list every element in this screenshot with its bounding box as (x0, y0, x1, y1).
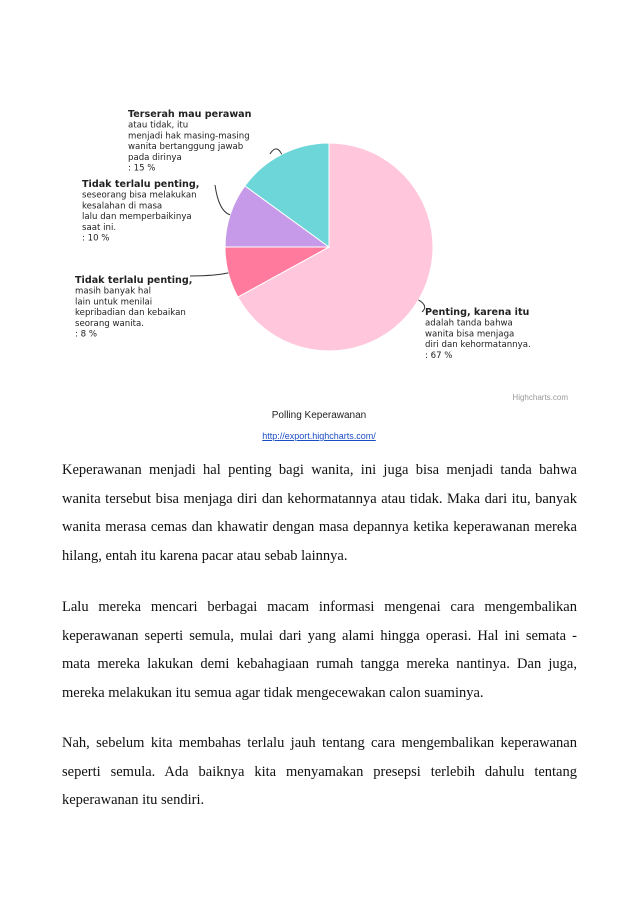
paragraph-3: Nah, sebelum kita membahas terlalu jauh tentang cara mengembalikan keperawanan seperti semula. Ada baiknya kita menyamakan presepsi terlebih dahulu tentang keperawanan itu sendiri. (62, 735, 577, 809)
source-link[interactable]: http://export.highcharts.com/ (262, 431, 376, 441)
paragraph-1: Keperawanan menjadi hal penting bagi wanita, ini juga bisa menjadi tanda bahwa wanita tersebut bisa menjaga diri dan kehormatannya atau tidak. Maka dari itu, banyak wanita merasa cemas dan khawatir dengan masa depannya ketika keperawanan mereka hilang, entah itu karena pacar atau sebab lainnya. (62, 462, 577, 564)
slice-label-1: Penting, karena itu adalah tanda bahwa wanita bisa menjaga diri dan kehormatannya. : 67 % (425, 307, 531, 361)
pie-chart (60, 100, 580, 410)
connector-2 (190, 273, 228, 276)
slice-label-2: Tidak terlalu penting, masih banyak hal lain untuk menilai kepribadian dan kebaikan seorang wanita. : 8 % (75, 275, 193, 340)
chart-caption: Polling Keperawanan (271, 410, 367, 421)
connector-1 (419, 300, 425, 312)
slice-label-4: Terserah mau perawan atau tidak, itu menjadi hak masing-masing wanita bertanggung jawab pada dirinya : 15 % (128, 109, 252, 174)
slice-label-3: Tidak terlalu penting, seseorang bisa melakukan kesalahan di masa lalu dan memperbaikinya saat ini. : 10 % (82, 179, 200, 244)
pie-slices (225, 143, 433, 351)
chart-credit: Highcharts.com (512, 393, 568, 402)
connector-3 (215, 185, 230, 215)
paragraph-2: Lalu mereka mencari berbagai macam informasi mengenai cara mengembalikan keperawanan seperti semula, mulai dari yang alami hingga operasi. Hal ini semata - mata mereka lakukan demi kebahagiaan rumah tangga mereka nantinya. Dan juga, mereka melakukan itu semua agar tidak mengecewakan calon suaminya. (62, 599, 577, 701)
connector-4 (270, 149, 282, 154)
